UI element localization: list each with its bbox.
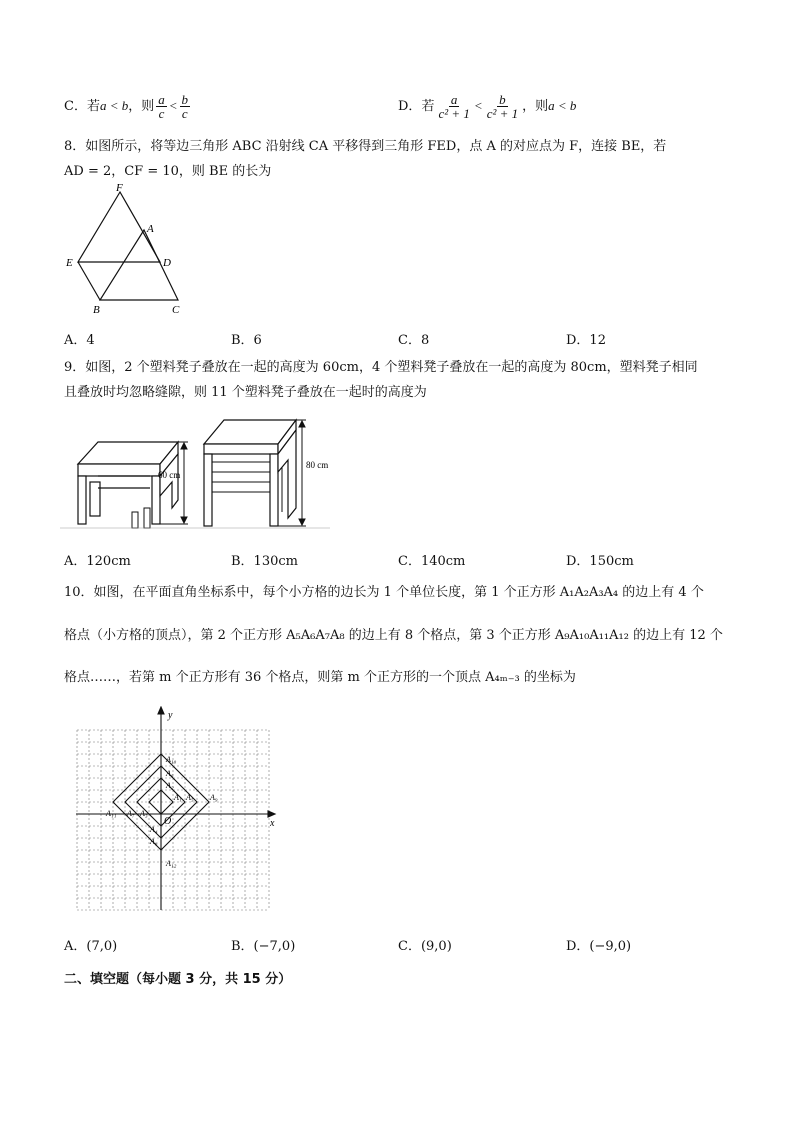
label-a12: A₁₂ [166, 859, 177, 868]
label-f: F [116, 182, 123, 194]
label-a: A [147, 223, 154, 235]
label-y: y [168, 710, 173, 721]
q8-text-line1: 8．如图所示，将等边三角形 ABC 沿射线 CA 平移得到三角形 FED，点 A 的对应点为 F，连接 BE，若 [64, 139, 667, 154]
label-a4: A₄ [150, 825, 158, 834]
q10-option-a: A．(7,0) [64, 939, 118, 954]
q8-option-a: A．4 [64, 333, 95, 348]
stool2-apron [204, 444, 278, 454]
label-a11: A₁₁ [106, 809, 117, 818]
q10-text-line1: 10．如图，在平面直角坐标系中，每个小方格的边长为 1 个单位长度，第 1 个正方形 A₁A₂A₃A₄ 的边上有 4 个 [64, 585, 704, 600]
label-d: D [163, 257, 171, 269]
label-o: O [164, 816, 172, 827]
q10-text-line2: 格点（小方格的顶点），第 2 个正方形 A₅A₆A₇A₈ 的边上有 8 个格点，第 3 个正方形 A₉A₁₀A₁₁A₁₂ 的边上有 12 个 [64, 628, 723, 643]
q8-option-d: D．12 [566, 333, 606, 348]
label-a5: A₅ [186, 793, 194, 802]
q10-option-b: B．(−7,0) [231, 939, 296, 954]
label-a8: A₈ [150, 837, 158, 846]
label-b: B [93, 304, 100, 316]
label-a6: A₆ [166, 769, 174, 778]
q8-option-b: B．6 [231, 333, 262, 348]
label-a9: A₉ [210, 793, 218, 802]
label-80cm: 80 cm [306, 460, 329, 470]
segment-be [78, 262, 100, 300]
label-a7: A₇ [127, 809, 135, 818]
q10-option-c: C．(9,0) [398, 939, 452, 954]
q9-text-line1: 9．如图，2 个塑料凳子叠放在一起的高度为 60cm，4 个塑料凳子叠放在一起的高度为 80cm，塑料凳子相同 [64, 360, 698, 375]
q8-text-line2: AD = 2，CF = 10，则 BE 的长为 [64, 164, 272, 179]
label-e: E [66, 257, 73, 269]
label-a2: A₂ [166, 781, 174, 790]
section-title-fill-in: 二、填空题（每小题 3 分，共 15 分） [64, 972, 292, 987]
q7-option-c: C．若a < b，则 $\frac{a}{c}$ < $\frac{b}{c}$ [64, 92, 189, 121]
q9-figure [60, 412, 340, 537]
label-c: C [172, 304, 180, 316]
label-a1: A₁ [174, 793, 182, 802]
q9-option-c: C．140cm [398, 554, 466, 569]
q9-option-b: B．130cm [231, 554, 298, 569]
stool1-apron [78, 464, 160, 476]
q8-figure [60, 182, 190, 317]
label-x: x [270, 818, 275, 829]
q7-option-d: D．若 $\frac{a}{\text{c² + 1}}$ < $\frac{b}{\text{c² + 1}}$ ，则a < b [398, 92, 577, 121]
label-a3: A₃ [140, 809, 148, 818]
q10-option-d: D．(−9,0) [566, 939, 632, 954]
label-a10: A₁₀ [166, 755, 177, 764]
q9-text-line2: 且叠放时均忽略缝隙，则 11 个塑料凳子叠放在一起时的高度为 [64, 385, 427, 400]
q10-text-line3: 格点……，若第 m 个正方形有 36 个格点，则第 m 个正方形的一个顶点 A₄ₘ₋₃ 的坐标为 [64, 670, 576, 685]
label-60cm: 60 cm [158, 470, 181, 480]
q9-option-a: A．120cm [64, 554, 131, 569]
q10-coordinate-grid [70, 706, 285, 916]
q9-option-d: D．150cm [566, 554, 634, 569]
q8-option-c: C．8 [398, 333, 430, 348]
